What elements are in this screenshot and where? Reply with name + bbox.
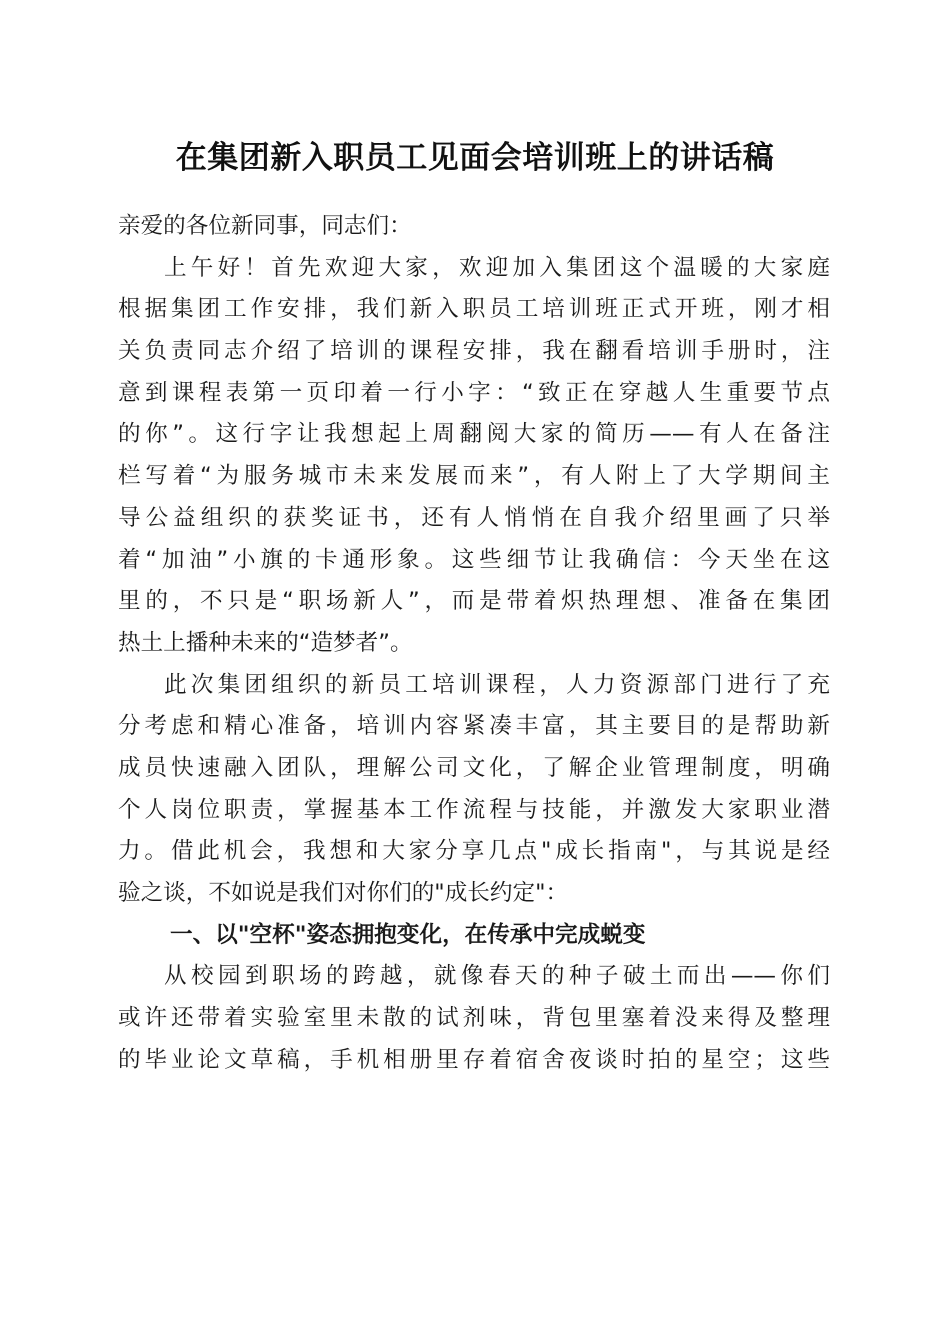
text-line: 栏写着“为服务城市未来发展而来”，有人附上了大学期间主 (118, 463, 830, 490)
document-body (118, 206, 830, 1081)
text-line: 此次集团组织的新员工培训课程，人力资源部门进行了充 (164, 671, 830, 698)
text-line: 上午好！首先欢迎大家，欢迎加入集团这个温暖的大家庭 (164, 254, 830, 281)
text-line: 验之谈，不如说是我们对你们的"成长约定"： (118, 880, 569, 906)
text-line: 导公益组织的获奖证书，还有人悄悄在自我介绍里画了只举 (118, 504, 830, 531)
paragraph-welcome (118, 248, 830, 665)
text-line: 的你”。这行字让我想起上周翻阅大家的简历——有人在备注 (118, 421, 830, 448)
section-heading: 一、以"空杯"姿态拥抱变化，在传承中完成蜕变 (170, 921, 646, 948)
text-line: 成员快速融入团队，理解公司文化，了解企业管理制度，明确 (118, 754, 830, 781)
text-line: 根据集团工作安排，我们新入职员工培训班正式开班，刚才相 (118, 296, 830, 323)
text-line: 意到课程表第一页印着一行小字：“致正在穿越人生重要节点 (118, 379, 830, 406)
text-line: 分考虑和精心准备，培训内容紧凑丰富，其主要目的是帮助新 (118, 713, 830, 740)
greeting-line: 亲爱的各位新同事，同志们： (118, 213, 412, 239)
text-line: 从校园到职场的跨越，就像春天的种子破土而出——你们 (164, 963, 830, 990)
text-line: 个人岗位职责，掌握基本工作流程与技能，并激发大家职业潜 (118, 796, 830, 823)
paragraph-training (118, 665, 830, 915)
text-line: 的毕业论文草稿，手机相册里存着宿舍夜谈时拍的星空；这些 (118, 1046, 830, 1073)
paragraph-transition (118, 956, 830, 1081)
text-line: 或许还带着实验室里未散的试剂味，背包里塞着没来得及整理 (118, 1005, 830, 1032)
text-line: 着“加油”小旗的卡通形象。这些细节让我确信：今天坐在这 (118, 546, 830, 573)
text-line: 里的，不只是“职场新人”，而是带着炽热理想、准备在集团 (118, 588, 830, 615)
text-line: 力。借此机会，我想和大家分享几点"成长指南"，与其说是经 (118, 838, 830, 865)
document-title: 在集团新入职员工见面会培训班上的讲话稿 (175, 140, 775, 176)
text-line: 关负责同志介绍了培训的课程安排，我在翻看培训手册时，注 (118, 338, 830, 365)
text-line: 热土上播种未来的“造梦者”。 (118, 629, 413, 656)
